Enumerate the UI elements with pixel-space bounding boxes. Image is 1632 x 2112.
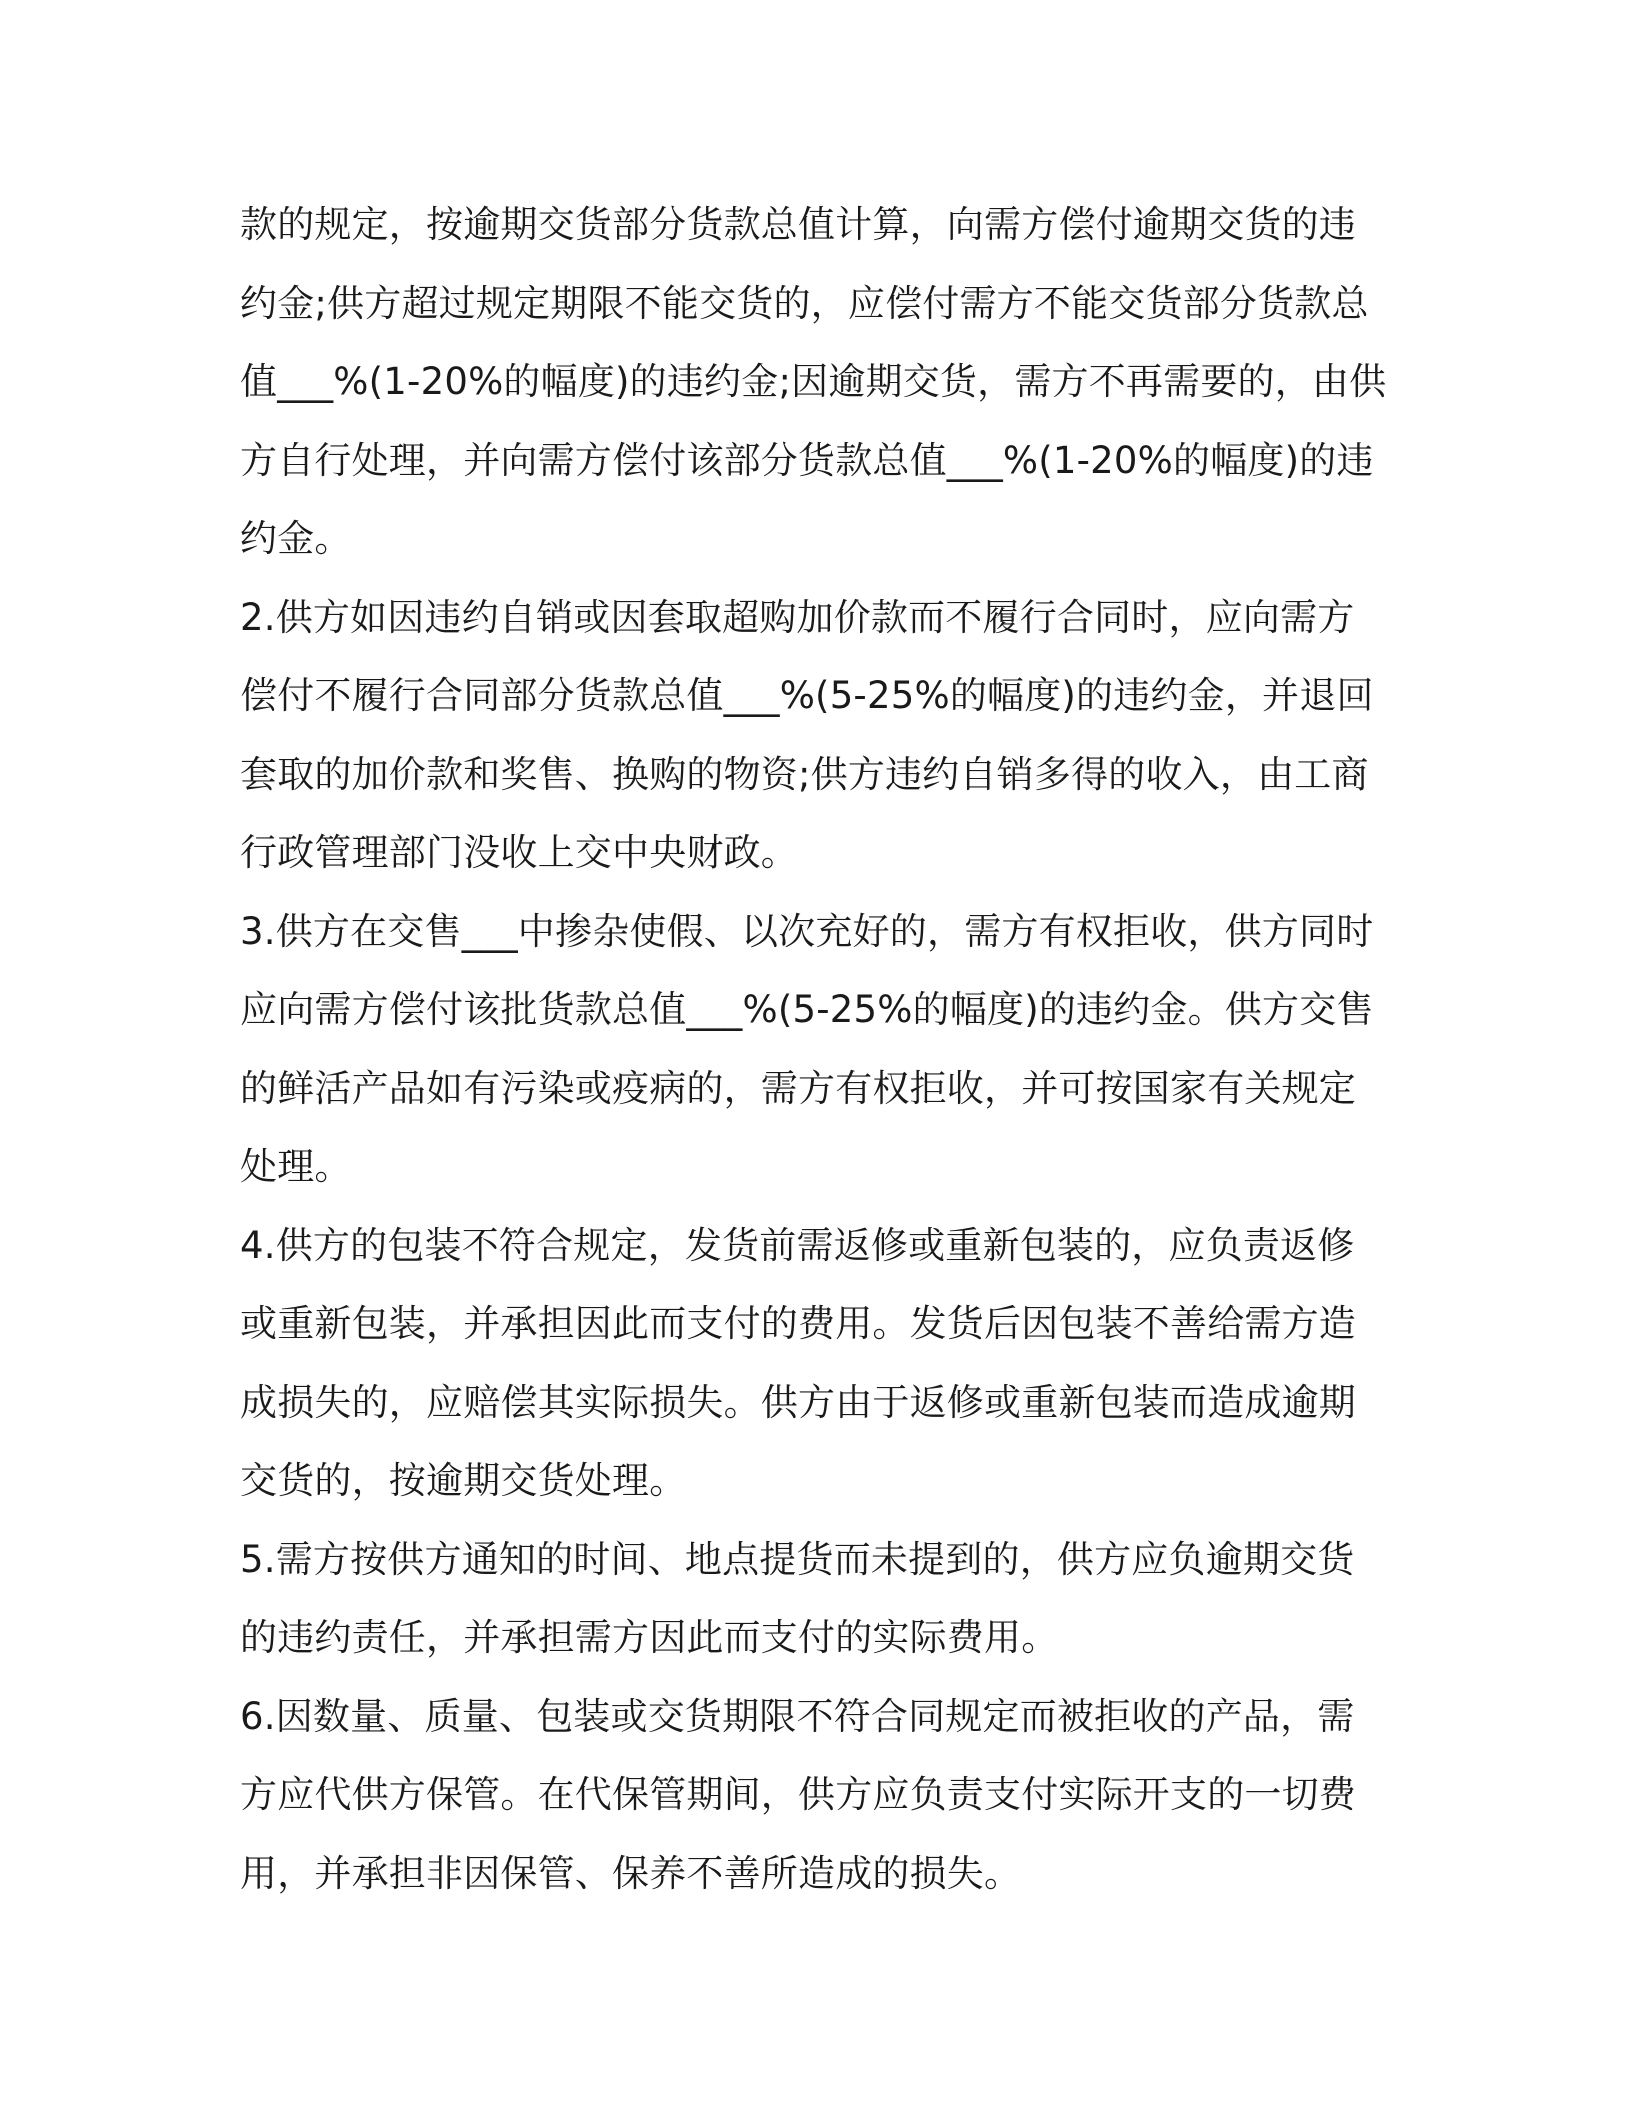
text-line: 套取的加价款和奖售、换购的物资;供方违约自销多得的收入，由工商 [240, 752, 1369, 796]
text-line: 约金。 [240, 517, 352, 560]
text-line: 偿付不履行合同部分货款总值___%(5-25%的幅度)的违约金，并退回 [240, 674, 1374, 717]
text-line: 约金;供方超过规定期限不能交货的，应偿付需方不能交货部分货款总 [240, 281, 1369, 325]
text-line: 交货的，按逾期交货处理。 [240, 1459, 687, 1502]
text-line: 的违约责任，并承担需方因此而支付的实际费用。 [240, 1616, 1059, 1659]
text-line: 5.需方按供方通知的时间、地点提货而未提到的，供方应负逾期交货 [240, 1537, 1355, 1581]
text-line: 6.因数量、质量、包装或交货期限不符合同规定而被拒收的产品，需 [240, 1694, 1355, 1738]
text-line: 的鲜活产品如有污染或疫病的，需方有权拒收，并可按国家有关规定 [240, 1066, 1356, 1110]
text-line: 或重新包装，并承担因此而支付的费用。发货后因包装不善给需方造 [240, 1302, 1356, 1345]
text-line: 4.供方的包装不符合规定，发货前需返修或重新包装的，应负责返修 [240, 1223, 1355, 1267]
text-line: 行政管理部门没收上交中央财政。 [240, 831, 798, 874]
text-line: 款的规定，按逾期交货部分货款总值计算，向需方偿付逾期交货的违 [240, 203, 1356, 246]
text-line: 3.供方在交售___中掺杂使假、以次充好的，需方有权拒收，供方同时 [240, 909, 1374, 953]
text-line: 成损失的，应赔偿其实际损失。供方由于返修或重新包装而造成逾期 [240, 1380, 1356, 1424]
text-line: 应向需方偿付该批货款总值___%(5-25%的幅度)的违约金。供方交售 [240, 988, 1374, 1031]
text-line: 2.供方如因违约自销或因套取超购加价款而不履行合同时，应向需方 [240, 595, 1355, 639]
text-line: 方应代供方保管。在代保管期间，供方应负责支付实际开支的一切费 [240, 1773, 1356, 1816]
text-line: 方自行处理，并向需方偿付该部分货款总值___%(1-20%的幅度)的违 [240, 438, 1374, 482]
document-body [240, 186, 1400, 1913]
text-line: 用，并承担非因保管、保养不善所造成的损失。 [240, 1851, 1022, 1895]
text-line: 值___%(1-20%的幅度)的违约金;因逾期交货，需方不再需要的，由供 [240, 360, 1387, 403]
text-line: 处理。 [240, 1145, 352, 1188]
